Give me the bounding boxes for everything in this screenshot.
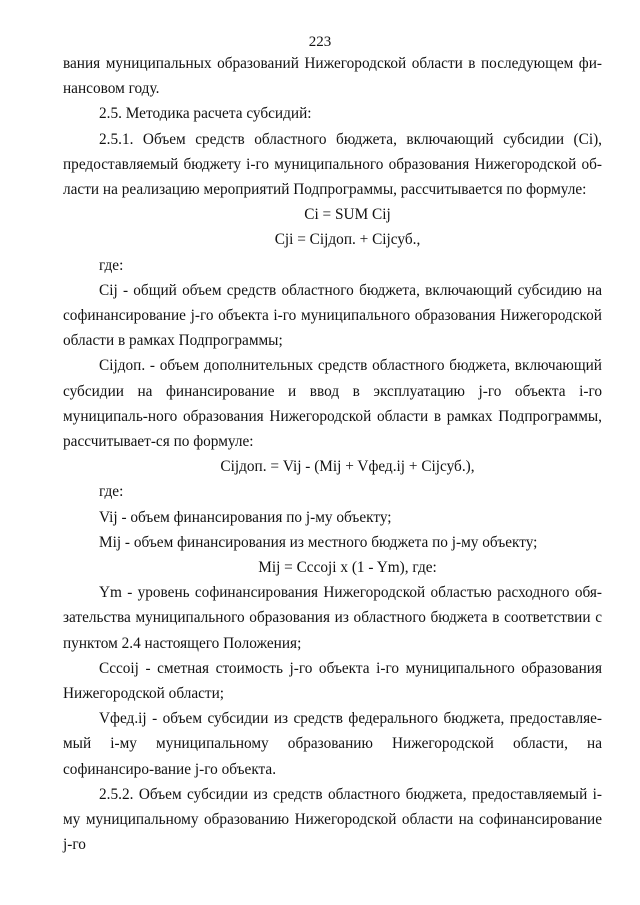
formula-cji: Cji = Cijдоп. + Cijсуб., [274, 231, 421, 249]
page-number: 223 [308, 34, 332, 50]
document-body [63, 51, 602, 858]
formula-cij-dop: Cijдоп. = Vij - (Mij + Vфед.ij + Cijсуб.), [220, 458, 475, 476]
definition-cccoij: Cccoij - сметная стоимость j-го объекта i-го муниципального образования Нижегородской области; [63, 659, 602, 703]
where-label: где: [99, 256, 124, 274]
definition-mij: Mij - объем финансирования из местного бюджета по j-му объекту; [99, 533, 538, 551]
definition-vfed: Vфед.ij - объем субсидии из средств федерального бюджета, предоставляе-мый i-му муниципальному образованию Нижегородской области, на софинансиро-вание j-го объекта. [63, 710, 602, 778]
definition-ym: Ym - уровень софинансирования Нижегородской областью расходного обя-зательства муниципального образования из областного бюджета в соответствии с пунктом 2.4 настоящего Положения; [63, 584, 602, 652]
section-heading-2-5: 2.5. Методика расчета субсидий: [99, 105, 312, 123]
paragraph-continuation: вания муниципальных образований Нижегородской области в последующем фи-нансовом году. [63, 55, 602, 98]
definition-cij: Cij - общий объем средств областного бюджета, включающий субсидию на софинансирование j-го объекта i-го муниципального образования Нижегородской области в рамках Подпрограммы; [63, 281, 602, 350]
definition-vij: Vij - объем финансирования по j-му объекту; [99, 508, 392, 526]
definition-cij-dop: Cijдоп. - объем дополнительных средств областного бюджета, включающий субсидии на финансирование и ввод в эксплуатацию j-го объекта i-го муниципаль-ного образования Нижегородской области в рамках Подпрограммы, рассчитывает-ся по формуле: [63, 357, 602, 451]
paragraph-2-5-2: 2.5.2. Объем субсидии из средств областного бюджета, предоставляемый i-му муниципальному образованию Нижегородской области на софинансирование j-го [63, 785, 602, 854]
formula-mij: Mij = Cccoji x (1 - Ym), где: [258, 559, 437, 577]
formula-ci-sum: Ci = SUM Cij [304, 206, 391, 224]
where-label: где: [99, 483, 124, 501]
paragraph-2-5-1: 2.5.1. Объем средств областного бюджета, включающий субсидии (Ci), предоставляемый бюджету i-го муниципального образования Нижегородской об-ласти на реализацию мероприятий Подпрограммы, рассчитывается по формуле: [63, 130, 602, 199]
